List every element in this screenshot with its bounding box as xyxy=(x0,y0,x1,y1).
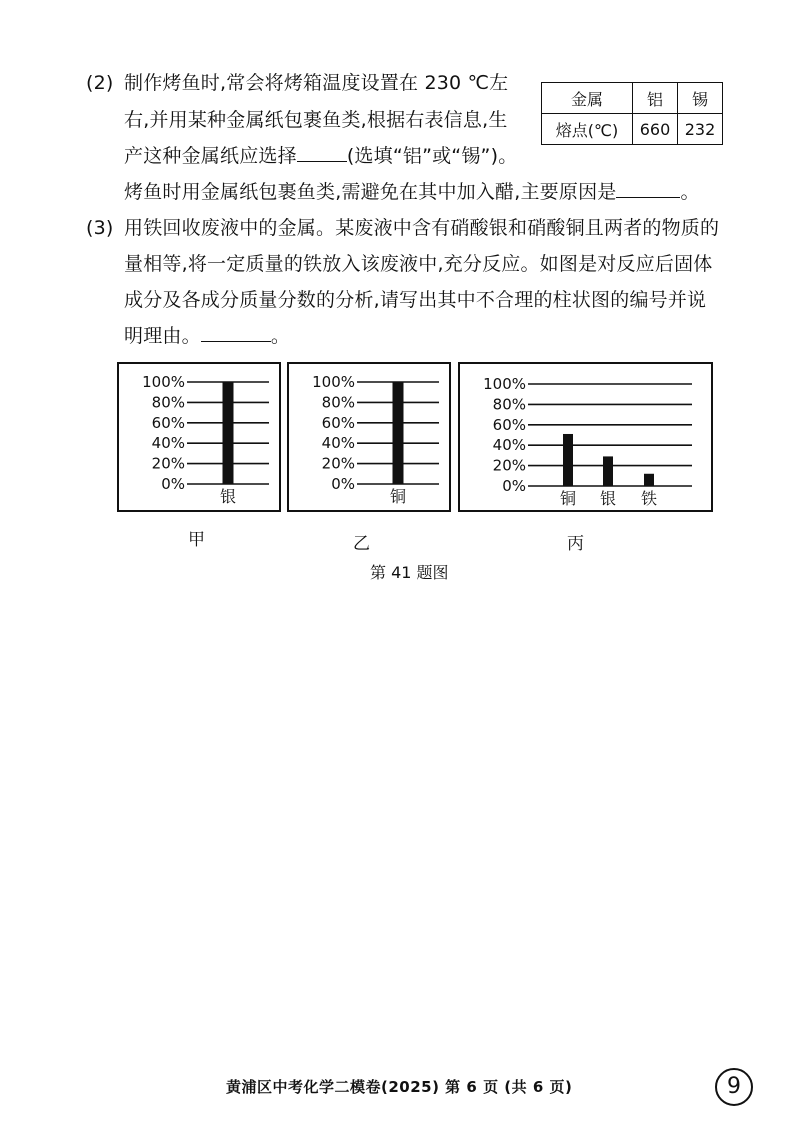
y-tick-label: 0% xyxy=(502,477,526,495)
chart-label-bing: 丙 xyxy=(567,534,584,554)
y-tick-label: 60% xyxy=(321,413,355,432)
q2-line-4 xyxy=(124,179,700,205)
y-tick-label: 20% xyxy=(321,454,355,473)
q3-line-4 xyxy=(124,323,290,349)
figure-caption: 第 41 题图 xyxy=(370,563,449,582)
answer-blank-chart[interactable] xyxy=(201,323,271,342)
bar xyxy=(563,434,573,486)
q2-number: (2) xyxy=(86,72,114,94)
y-tick-label: 40% xyxy=(492,436,526,455)
chart-svg xyxy=(460,364,711,510)
table-header-row xyxy=(542,83,723,114)
y-tick-label: 80% xyxy=(492,395,526,414)
table-cell: 铝 xyxy=(633,83,678,114)
q2-text-4b: 。 xyxy=(680,181,700,203)
q2-text-3a: 产这种金属纸应选择 xyxy=(124,145,297,167)
category-label: 银 xyxy=(219,487,237,506)
table-cell: 熔点(℃) xyxy=(542,114,633,145)
y-tick-label: 100% xyxy=(312,373,355,391)
y-tick-label: 40% xyxy=(151,434,185,453)
q2-line-2: 右,并用某种金属纸包裹鱼类,根据右表信息,生 xyxy=(124,109,508,131)
y-tick-label: 20% xyxy=(492,456,526,475)
category-label: 铜 xyxy=(559,489,577,508)
chart-svg xyxy=(119,364,279,510)
table-cell: 金属 xyxy=(542,83,633,114)
bar xyxy=(393,382,404,484)
y-tick-label: 60% xyxy=(151,413,185,432)
page-number-circle: 9 xyxy=(715,1068,753,1106)
chart-svg xyxy=(289,364,449,510)
q3-line-1 xyxy=(86,215,719,241)
y-tick-label: 20% xyxy=(151,454,185,473)
y-tick-label: 60% xyxy=(492,415,526,434)
q2-text-3b: (选填“铝”或“锡”)。 xyxy=(346,145,518,167)
q2-text-4a: 烤鱼时用金属纸包裹鱼类,需避免在其中加入醋,主要原因是 xyxy=(124,181,617,203)
q3-number: (3) xyxy=(86,217,114,239)
q2-line-3 xyxy=(124,143,517,169)
q3-line-2: 量相等,将一定质量的铁放入该废液中,充分反应。如图是对反应后固体 xyxy=(124,253,713,275)
y-tick-label: 100% xyxy=(142,373,185,391)
bar xyxy=(223,382,234,484)
y-tick-label: 80% xyxy=(321,393,355,412)
table-cell: 660 xyxy=(633,114,678,145)
q2-text-1: 制作烤鱼时,常会将烤箱温度设置在 230 ℃左 xyxy=(124,72,509,94)
chart-label-jia: 甲 xyxy=(188,530,205,550)
category-label: 铜 xyxy=(389,487,407,506)
bar-chart-jia xyxy=(117,362,281,512)
chart-label-yi: 乙 xyxy=(353,534,370,554)
page-footer: 黄浦区中考化学二模卷(2025) 第 6 页 (共 6 页) xyxy=(226,1078,573,1096)
y-tick-label: 100% xyxy=(483,375,526,393)
bar xyxy=(603,456,613,486)
answer-blank-vinegar[interactable] xyxy=(616,179,680,198)
y-tick-label: 0% xyxy=(161,475,185,493)
y-tick-label: 40% xyxy=(321,434,355,453)
bar-chart-yi xyxy=(287,362,451,512)
y-tick-label: 0% xyxy=(331,475,355,493)
table-cell: 232 xyxy=(678,114,723,145)
answer-blank-metal[interactable] xyxy=(297,143,347,162)
table-row xyxy=(542,114,723,145)
bar-chart-bing xyxy=(458,362,713,512)
q3-text-4a: 明理由。 xyxy=(124,325,201,347)
q2-line-1 xyxy=(86,70,508,96)
y-tick-label: 80% xyxy=(151,393,185,412)
bar xyxy=(644,474,654,486)
table-cell: 锡 xyxy=(678,83,723,114)
q3-text-4b: 。 xyxy=(270,325,291,347)
category-label: 铁 xyxy=(640,489,658,508)
q3-text-1: 用铁回收废液中的金属。某废液中含有硝酸银和硝酸铜且两者的物质的 xyxy=(124,217,720,239)
category-label: 银 xyxy=(599,489,617,508)
melting-point-table xyxy=(541,82,723,145)
q3-line-3: 成分及各成分质量分数的分析,请写出其中不合理的柱状图的编号并说 xyxy=(124,289,707,311)
